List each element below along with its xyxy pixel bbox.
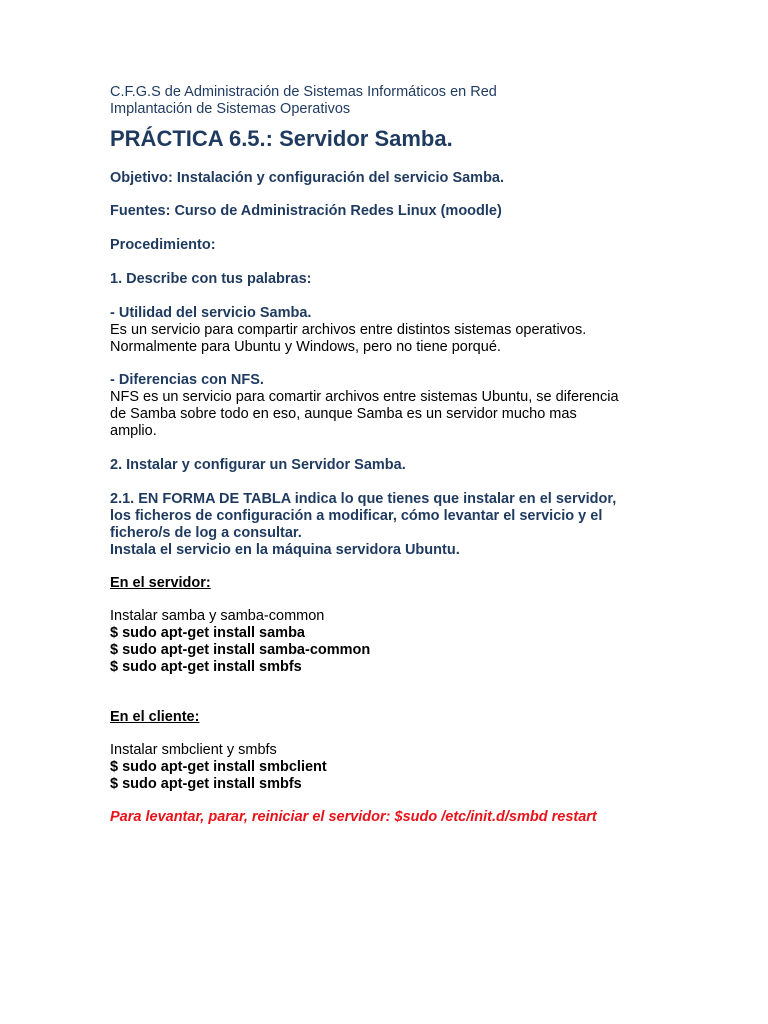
- utilidad-heading: - Utilidad del servicio Samba.: [110, 305, 312, 321]
- cliente-command: $ sudo apt-get install smbfs: [110, 776, 302, 792]
- cliente-command: $ sudo apt-get install smbclient: [110, 759, 327, 775]
- diferencias-text-line: amplio.: [110, 423, 157, 439]
- procedure-label: Procedimiento:: [110, 237, 216, 253]
- module-name: Implantación de Sistemas Operativos: [110, 101, 351, 117]
- page-title: PRÁCTICA 6.5.: Servidor Samba.: [110, 126, 453, 151]
- utilidad-text-line: Normalmente para Ubuntu y Windows, pero no tiene porqué.: [110, 339, 501, 355]
- restart-note: Para levantar, parar, reiniciar el servidor: $sudo /etc/init.d/smbd restart: [110, 809, 597, 825]
- diferencias-text-line: NFS es un servicio para comartir archivos entre sistemas Ubuntu, se diferencia: [110, 389, 619, 405]
- section-1-heading: 1. Describe con tus palabras:: [110, 271, 312, 287]
- diferencias-heading: - Diferencias con NFS.: [110, 372, 264, 388]
- section-2-heading: 2. Instalar y configurar un Servidor Samba.: [110, 457, 406, 473]
- section-2-1-line: 2.1. EN FORMA DE TABLA indica lo que tienes que instalar en el servidor,: [110, 491, 617, 507]
- diferencias-text-line: de Samba sobre todo en eso, aunque Samba es un servidor mucho mas: [110, 406, 577, 422]
- cliente-heading: En el cliente:: [110, 709, 200, 725]
- servidor-command: $ sudo apt-get install smbfs: [110, 659, 302, 675]
- utilidad-text-line: Es un servicio para compartir archivos entre distintos sistemas operativos.: [110, 322, 587, 338]
- objective: Objetivo: Instalación y configuración del servicio Samba.: [110, 170, 505, 186]
- section-2-1-line: Instala el servicio en la máquina servidora Ubuntu.: [110, 542, 460, 558]
- cliente-intro: Instalar smbclient y smbfs: [110, 742, 277, 758]
- sources: Fuentes: Curso de Administración Redes Linux (moodle): [110, 203, 502, 219]
- servidor-command: $ sudo apt-get install samba-common: [110, 642, 371, 658]
- course-name: C.F.G.S de Administración de Sistemas Informáticos en Red: [110, 84, 497, 100]
- servidor-command: $ sudo apt-get install samba: [110, 625, 305, 641]
- document-page: [110, 84, 710, 826]
- servidor-heading: En el servidor:: [110, 575, 211, 591]
- servidor-intro: Instalar samba y samba-common: [110, 608, 325, 624]
- section-2-1-line: los ficheros de configuración a modificar, cómo levantar el servicio y el: [110, 508, 603, 524]
- section-2-1-line: fichero/s de log a consultar.: [110, 525, 302, 541]
